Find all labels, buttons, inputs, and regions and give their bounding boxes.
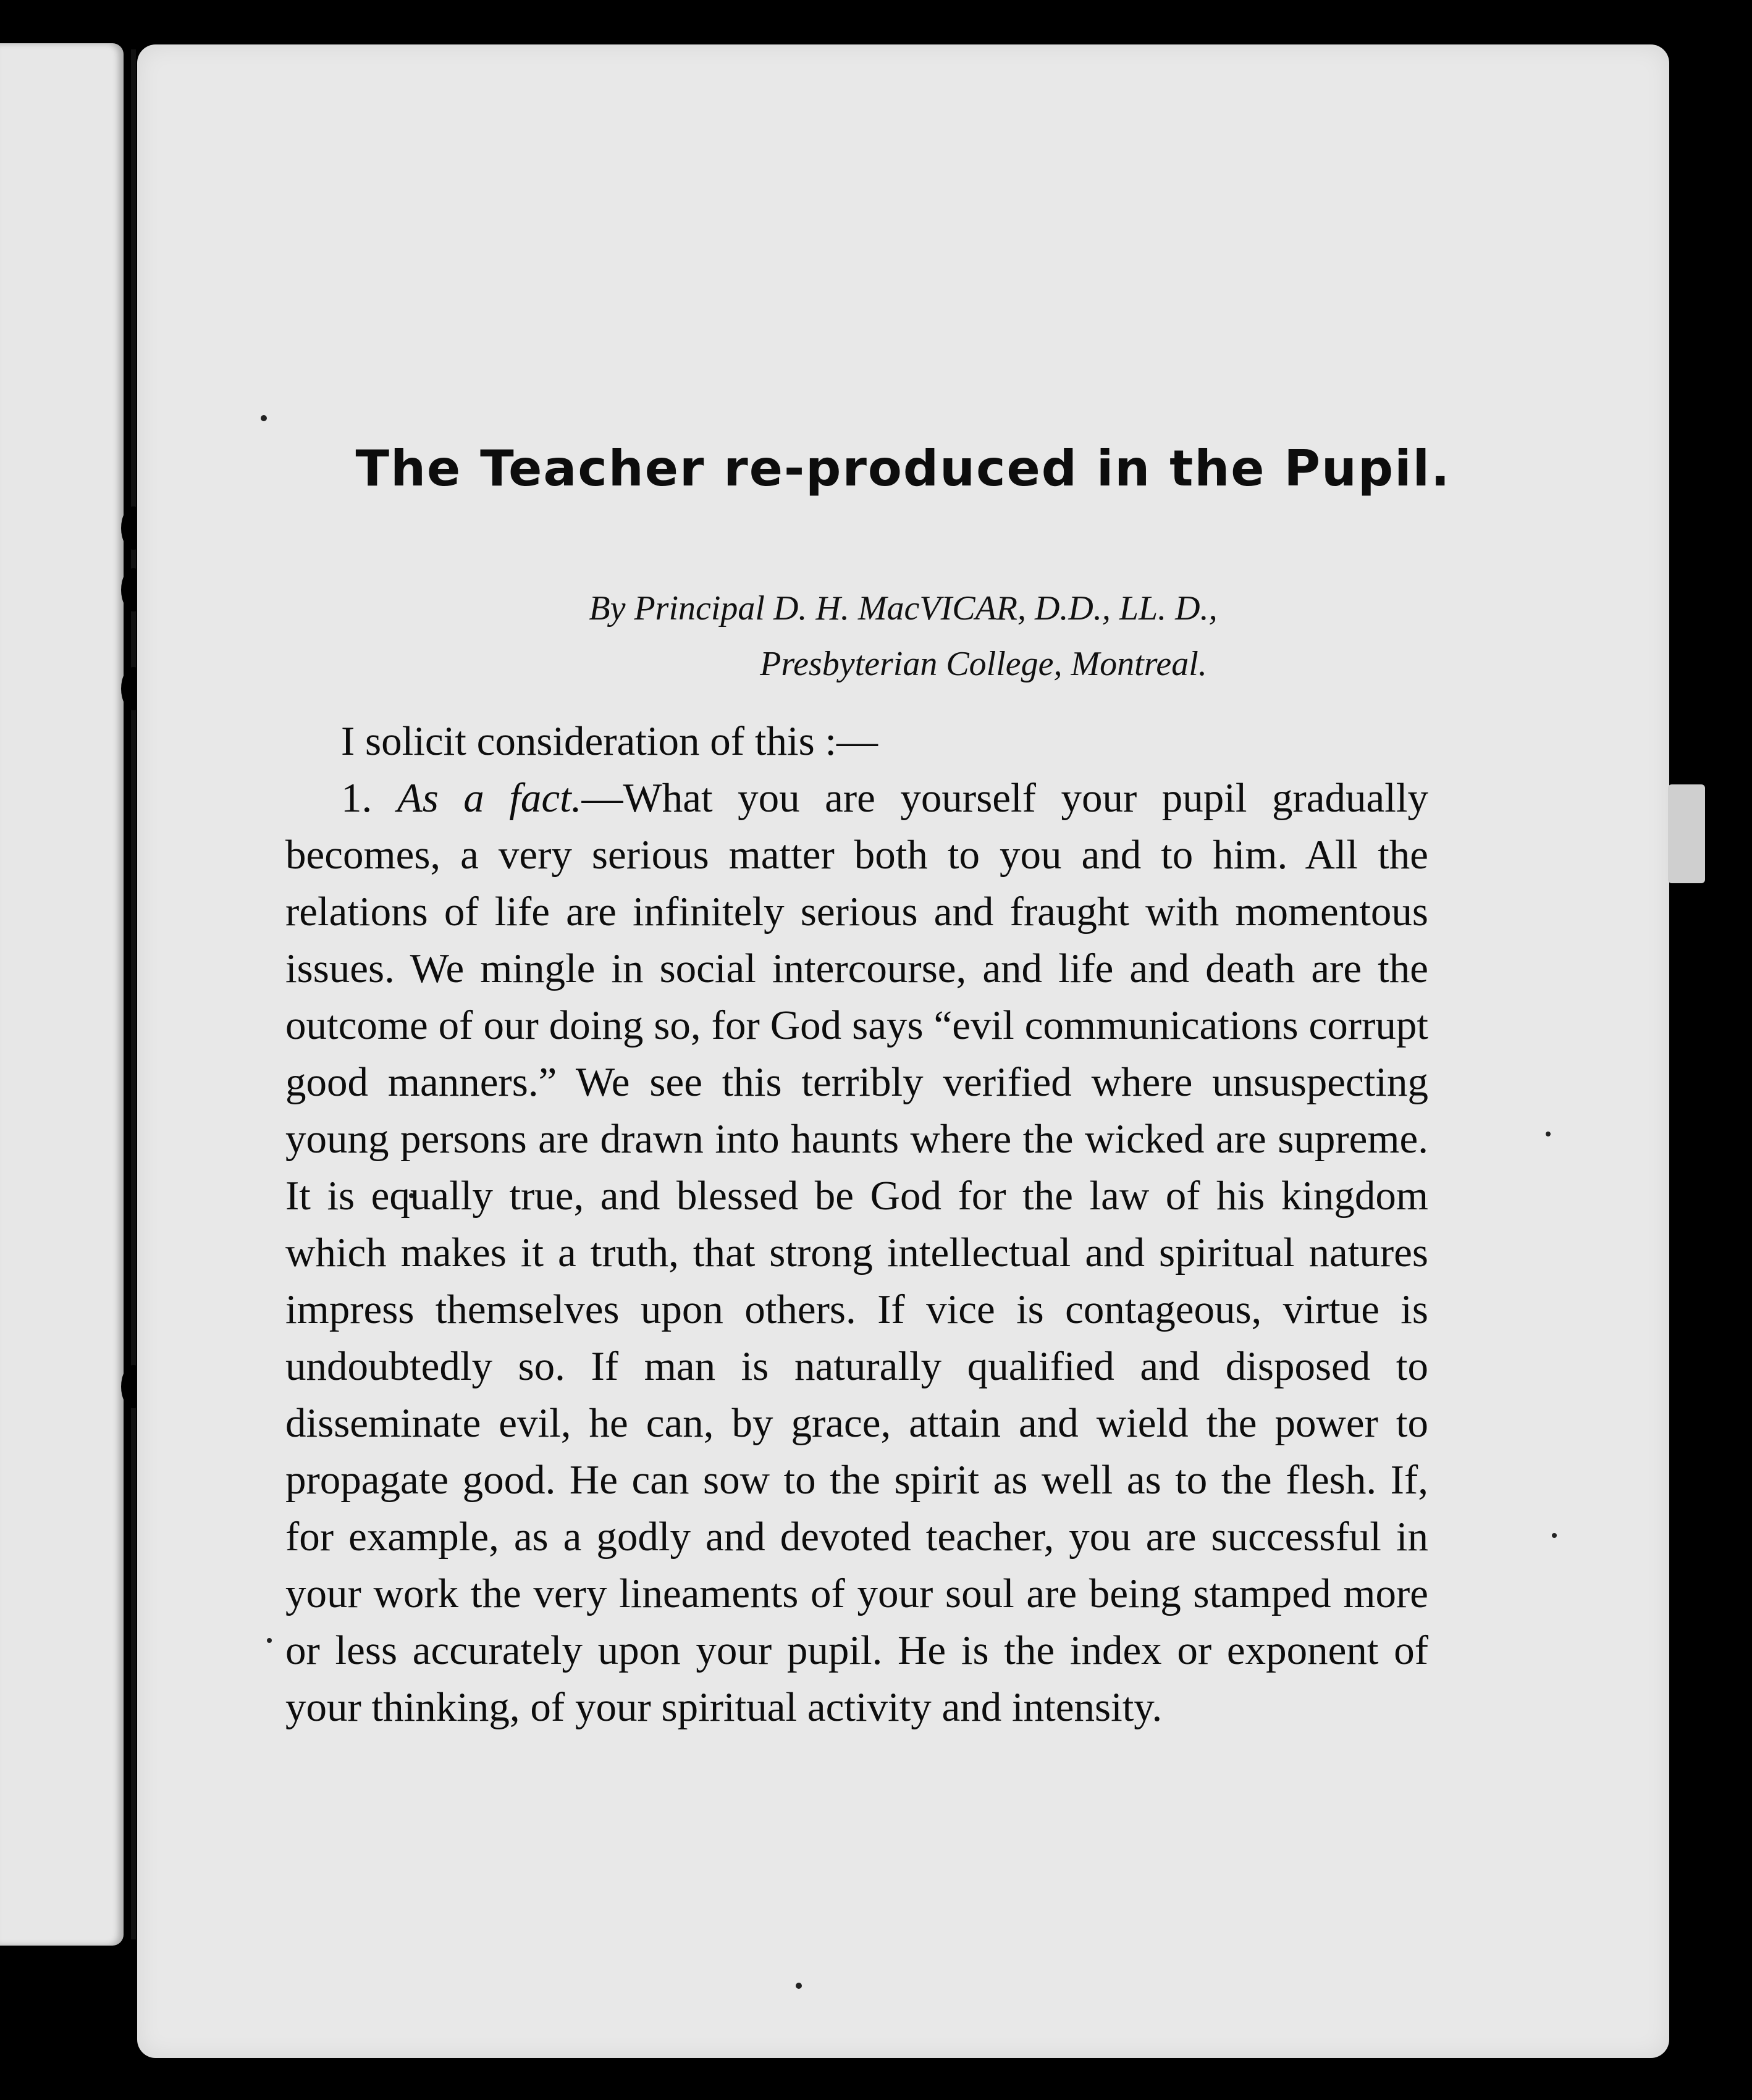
paragraph-text: —What you are yourself your pupil gradually becomes, a very serious matter both to you and to him. All the relations of life are infinitely serious and fraught with momentous issues. We mingle in social intercourse, and life and death are the outcome of our doing so, for God says “evil communications corrupt good manners.” We see this terribly verified where unsuspecting young persons are drawn into haunts where the wicked are supreme. It is equally true, and blessed be God for the law of his kingdom which makes it a truth, that strong intellectual and spiritual natures impress themselves upon others. If vice is contageous, virtue is undoubtedly so. If man is naturally qualified and disposed to disseminate evil, he can, by grace, attain and wield the power to propagate good. He can sow to the spirit as well as to the flesh. If, for example, as a godly and devoted teacher, you are successful in your work the very lineaments of your soul are being stamped more or less accurately upon your pupil. He is the index or exponent of your thinking, of your spiritual activity and intensity. (285, 775, 1429, 1730)
intro-line: I solicit consideration of this :— (341, 718, 878, 764)
page-edge-tab (1668, 784, 1705, 883)
body-text (285, 713, 1428, 1736)
byline-author: By Principal D. H. MacVICAR, D.D., LL. D., (589, 589, 1218, 628)
paper-speck (1546, 1132, 1551, 1136)
paper-speck (267, 1638, 272, 1643)
paper-speck (1552, 1533, 1557, 1538)
previous-page-edge (0, 43, 124, 1946)
paper-speck (796, 1983, 802, 1989)
author-byline (137, 581, 1669, 692)
document-page (137, 44, 1669, 2058)
page-title: The Teacher re-produced in the Pupil. (355, 440, 1451, 497)
paragraph-heading: As a fact. (397, 775, 582, 821)
paragraph-1 (285, 770, 1428, 1736)
paragraph-number: 1. (341, 775, 373, 821)
binding-spine (131, 49, 136, 1939)
byline-affiliation: Presbyterian College, Montreal. (760, 645, 1207, 683)
paper-speck (261, 415, 267, 421)
